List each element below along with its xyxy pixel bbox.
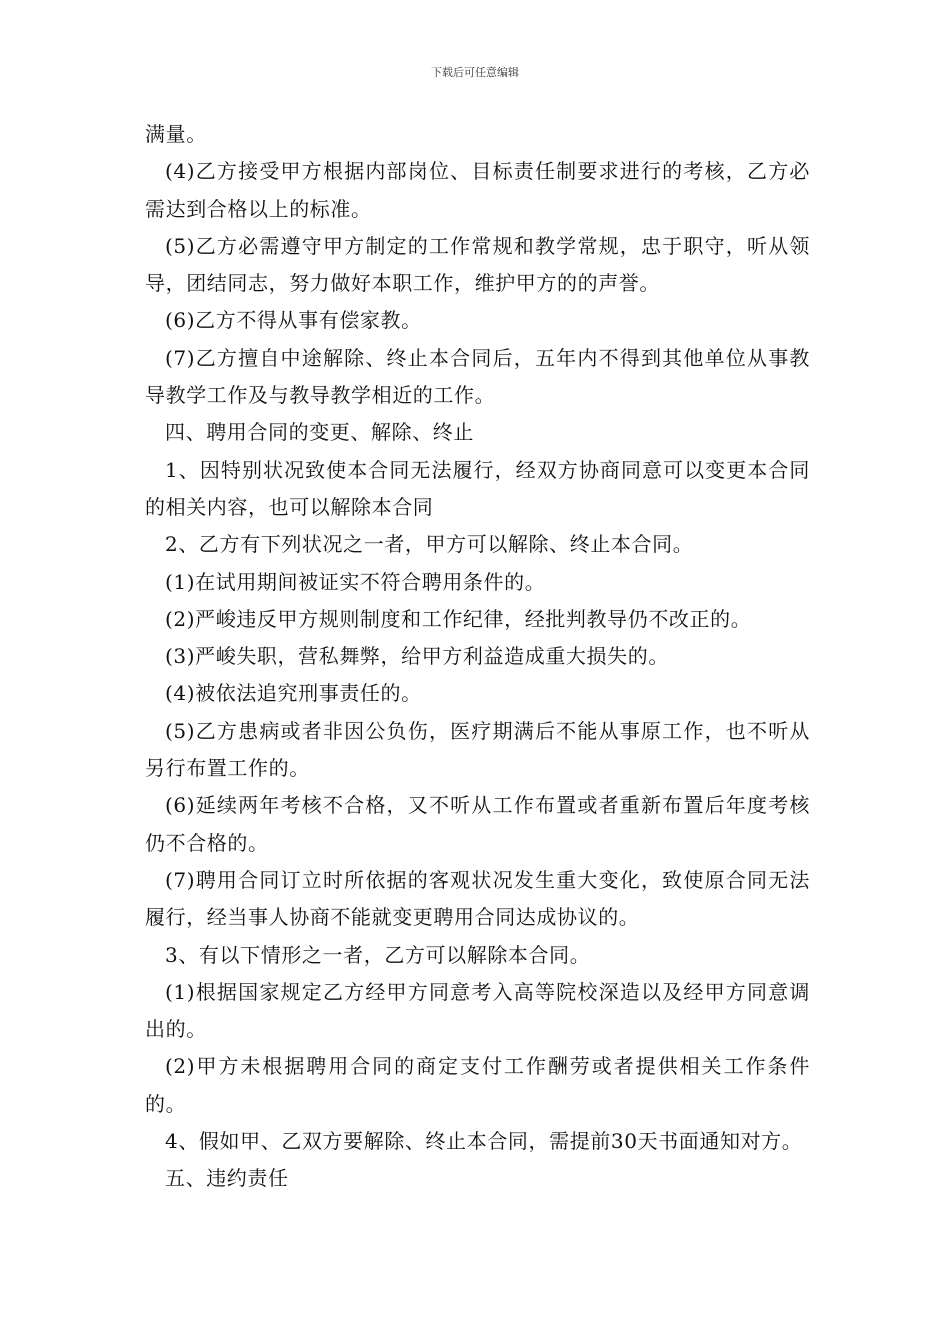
paragraph: (2)严峻违反甲方规则制度和工作纪律，经批判教导仍不改正的。 [165, 606, 752, 631]
paragraph: (7)乙方擅自中途解除、终止本合同后，五年内不得到其他单位从事教导教学工作及与教导教学相近的工作。 [145, 345, 810, 408]
paragraph: 4、假如甲、乙双方要解除、终止本合同，需提前30天书面通知对方。 [165, 1129, 803, 1154]
paragraph: 3、有以下情形之一者，乙方可以解除本合同。 [165, 942, 591, 967]
paragraph: (4)被依法追究刑事责任的。 [165, 681, 422, 706]
paragraph: (7)聘用合同订立时所依据的客观状况发生重大变化，致使原合同无法履行，经当事人协商不能就变更聘用合同达成协议的。 [145, 867, 810, 930]
paragraph: (4)乙方接受甲方根据内部岗位、目标责任制要求进行的考核，乙方必需达到合格以上的标准。 [145, 159, 810, 221]
paragraph: 2、乙方有下列状况之一者，甲方可以解除、终止本合同。 [165, 532, 694, 557]
paragraph: 满量。 [145, 122, 207, 146]
paragraph: (6)延续两年考核不合格，又不听从工作布置或者重新布置后年度考核仍不合格的。 [145, 793, 810, 855]
paragraph: (5)乙方必需遵守甲方制定的工作常规和教学常规，忠于职守，听从领导，团结同志，努力做好本职工作，维护甲方的的声誉。 [145, 233, 810, 296]
page-header: 下载后可任意编辑 [431, 66, 519, 79]
paragraph: 1、因特别状况致使本合同无法履行，经双方协商同意可以变更本合同的相关内容，也可以解除本合同 [145, 457, 810, 519]
paragraph: (1)根据国家规定乙方经甲方同意考入高等院校深造以及经甲方同意调出的。 [145, 979, 810, 1042]
section-heading: 五、违约责任 [165, 1166, 289, 1191]
paragraph: (6)乙方不得从事有偿家教。 [165, 308, 422, 333]
section-heading: 四、聘用合同的变更、解除、终止 [165, 420, 474, 445]
paragraph: (5)乙方患病或者非因公负伤，医疗期满后不能从事原工作，也不听从另行布置工作的。 [145, 718, 810, 781]
paragraph: (1)在试用期间被证实不符合聘用条件的。 [165, 569, 546, 594]
paragraph: (2)甲方未根据聘用合同的商定支付工作酬劳或者提供相关工作条件的。 [145, 1054, 810, 1116]
paragraph: (3)严峻失职，营私舞弊，给甲方利益造成重大损失的。 [165, 644, 669, 669]
document-body [145, 116, 810, 1198]
